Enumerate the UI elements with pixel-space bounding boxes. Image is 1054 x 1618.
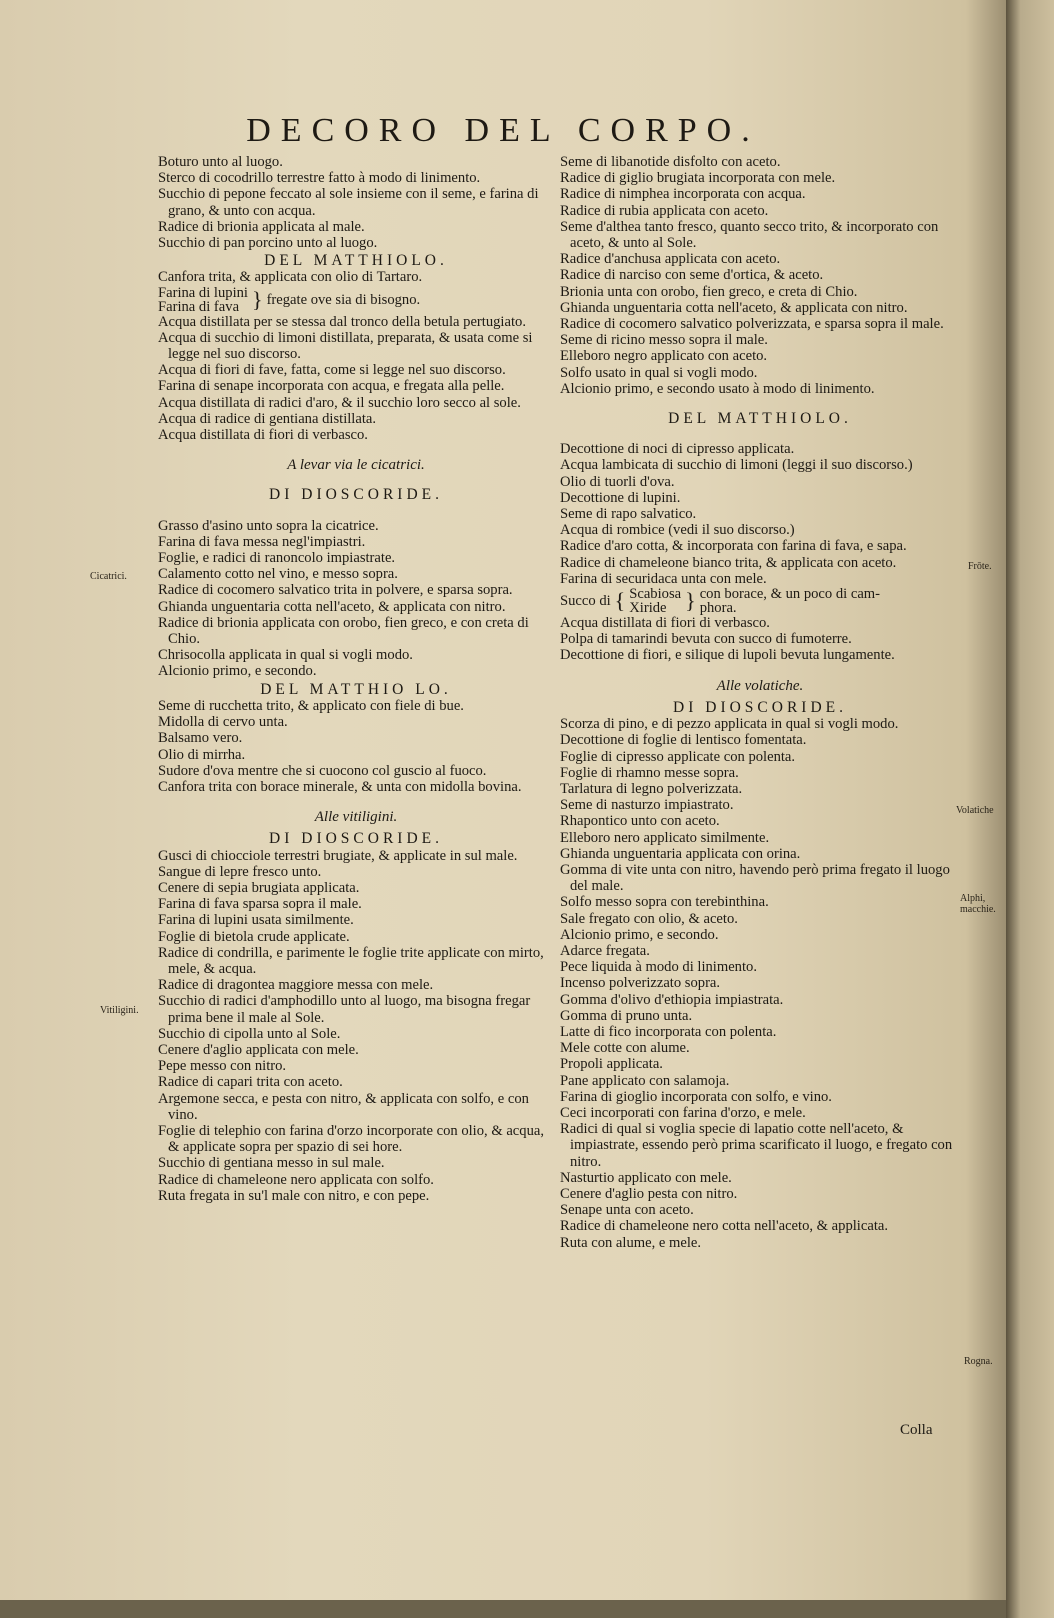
- remedy-entry: Radice di brionia applicata con orobo, fien greco, e con creta di Chio.: [158, 614, 529, 648]
- section-heading: DEL MATTHIOLO.: [668, 410, 852, 428]
- section-subheading: A levar via le cicatrici.: [287, 457, 425, 474]
- brace-icon: {: [614, 588, 626, 614]
- remedy-entry: Farina di fava sparsa sopra il male.: [158, 896, 362, 913]
- brace-icon: }: [685, 588, 696, 614]
- remedy-entry: Radice di dragontea maggiore messa con mele.: [158, 977, 434, 994]
- remedy-entry: Radice di condrilla, e parimente le foglie trite applicate con mirto, mele, & acqua.: [158, 944, 544, 977]
- remedy-entry: Elleboro negro applicato con aceto.: [560, 348, 768, 365]
- remedy-entry: Ghianda unguentaria applicata con orina.: [560, 845, 801, 862]
- remedy-entry: Acqua distillata di radici d'aro, & il succhio loro secco al sole.: [158, 394, 521, 411]
- brace-icon: }: [252, 286, 263, 312]
- remedy-entry: Alcionio primo, e secondo.: [158, 663, 317, 680]
- remedy-entry: Canfora trita, & applicata con olio di Tartaro.: [158, 269, 423, 286]
- brace-tail-line: con borace, & un poco di cam-: [699, 586, 881, 603]
- remedy-entry: Acqua di fiori di fave, fatta, come si legge nel suo discorso.: [158, 362, 506, 379]
- remedy-entry: Sangue di lepre fresco unto.: [158, 863, 322, 880]
- remedy-entry: Cenere d'aglio pesta con nitro.: [560, 1185, 738, 1202]
- remedy-entry: Farina di lupini usata similmente.: [158, 912, 354, 929]
- remedy-entry: Grasso d'asino unto sopra la cicatrice.: [158, 517, 379, 534]
- remedy-entry: Foglie di cipresso applicate con polenta.: [560, 748, 796, 765]
- brace-item: Scabiosa: [629, 586, 682, 603]
- remedy-entry: Cenere di sepia brugiata applicata.: [158, 879, 360, 896]
- next-page-edge: [1006, 0, 1054, 1618]
- remedy-entry: Solfo usato in qual si vogli modo.: [560, 364, 758, 381]
- remedy-entry: Calamento cotto nel vino, e messo sopra.: [158, 566, 398, 583]
- remedy-entry: Pane applicato con salamoja.: [560, 1072, 730, 1089]
- remedy-entry: Decottione di fiori, e silique di lupoli bevuta lungamente.: [560, 647, 895, 664]
- remedy-entry: Acqua lambicata di succhio di limoni (leggi il suo discorso.): [560, 457, 913, 474]
- remedy-entry: Incenso polverizzato sopra.: [560, 975, 721, 992]
- remedy-entry: Alcionio primo, e secondo usato à modo di linimento.: [560, 380, 875, 397]
- section-heading: DEL MATTHIO LO.: [260, 680, 452, 698]
- section-subheading: Alle volatiche.: [716, 677, 804, 694]
- remedy-entry: Gomma di vite unta con nitro, havendo però prima fregato il luogo del male.: [560, 861, 950, 895]
- remedy-entry: Olio di tuorli d'ova.: [560, 473, 675, 490]
- remedy-entry: Adarce fregata.: [560, 942, 650, 959]
- right-column: [560, 154, 960, 1251]
- remedy-entry: Radice di nimphea incorporata con acqua.: [560, 186, 806, 203]
- remedy-entry: Scorza di pino, e di pezzo applicata in qual si vogli modo.: [560, 716, 899, 733]
- section-heading: DI DIOSCORIDE.: [673, 698, 847, 716]
- remedy-entry: Acqua di radice di gentiana distillata.: [158, 410, 377, 427]
- remedy-entry: Acqua distillata per se stessa dal tronco della betula pertugiato.: [158, 313, 526, 330]
- catchword: Colla: [900, 1422, 933, 1438]
- remedy-entry: Acqua distillata di fiori di verbasco.: [560, 615, 770, 632]
- remedy-entry: Gusci di chiocciole terrestri brugiate, & applicate in sul male.: [158, 847, 518, 864]
- remedy-entry: Radice di chameleone nero cotta nell'aceto, & applicata.: [560, 1218, 888, 1235]
- remedy-entry: Seme di libanotide disfolto con aceto.: [560, 154, 781, 170]
- remedy-entry: Boturo unto al luogo.: [158, 154, 283, 170]
- marginal-note-vitiligini: Vitiligini.: [100, 1005, 139, 1016]
- remedy-entry: Acqua di rombice (vedi il suo discorso.): [560, 522, 795, 539]
- marginal-note-rogna: Rogna.: [964, 1356, 993, 1367]
- marginal-note-volatiche: Volatiche: [956, 805, 994, 816]
- brace-group: [560, 587, 960, 615]
- page-title: DECORO DEL CORPO.: [246, 112, 760, 149]
- remedy-entry: Acqua distillata di fiori di verbasco.: [158, 427, 368, 444]
- remedy-entry: Elleboro nero applicato similmente.: [560, 829, 770, 846]
- brace-items: [629, 587, 681, 615]
- remedy-entry: Ruta fregata in su'l male con nitro, e con pepe.: [158, 1187, 430, 1204]
- remedy-entry: Alcionio primo, e secondo.: [560, 926, 719, 943]
- remedy-entry: Ghianda unguentaria cotta nell'aceto, & applicata con nitro.: [560, 299, 908, 316]
- remedy-entry: Solfo messo sopra con terebinthina.: [560, 894, 769, 911]
- remedy-entry: Sterco di cocodrillo terrestre fatto à modo di linimento.: [158, 170, 481, 187]
- remedy-entry: Ceci incorporati con farina d'orzo, e mele.: [560, 1104, 806, 1121]
- remedy-entry: Olio di mirrha.: [158, 746, 246, 763]
- remedy-entry: Foglie di telephio con farina d'orzo incorporate con olio, & acqua, & applicate sopra per spazio di sei hore.: [158, 1122, 544, 1156]
- remedy-entry: Succhio di radici d'amphodillo unto al luogo, ma bisogna fregar prima bene il male al Sole.: [158, 993, 531, 1026]
- remedy-entry: Ruta con alume, e mele.: [560, 1234, 702, 1251]
- remedy-entry: Seme di nasturzo impiastrato.: [560, 797, 734, 814]
- section-subheading: Alle vitiligini.: [314, 809, 398, 826]
- remedy-entry: Rhapontico unto con aceto.: [560, 813, 720, 830]
- remedy-entry: Foglie di bietola crude applicate.: [158, 928, 350, 945]
- remedy-entry: Latte di fico incorporata con polenta.: [560, 1023, 777, 1040]
- remedy-entry: Radici di qual si voglia specie di lapatio cotte nell'aceto, & impiastrate, essendo però prima scarificato il luogo, e fregato con nitro.: [560, 1121, 953, 1170]
- marginal-note-cicatrici: Cicatrici.: [90, 571, 127, 582]
- section-heading: DI DIOSCORIDE.: [269, 486, 443, 504]
- remedy-entry: Farina di fava messa negl'impiastri.: [158, 533, 366, 550]
- remedy-entry: Pepe messo con nitro.: [158, 1058, 287, 1075]
- remedy-entry: Radice di cocomero salvatico trita in polvere, e sparsa sopra.: [158, 582, 513, 599]
- remedy-entry: Radice d'anchusa applicata con aceto.: [560, 251, 781, 268]
- remedy-entry: Radice di giglio brugiata incorporata con mele.: [560, 170, 836, 187]
- remedy-entry: Radice di chameleone bianco trita, & applicata con aceto.: [560, 554, 897, 571]
- remedy-entry: Polpa di tamarindi bevuta con succo di fumoterre.: [560, 631, 852, 648]
- section-heading: DEL MATTHIOLO.: [264, 252, 448, 270]
- section-heading: DI DIOSCORIDE.: [269, 830, 443, 848]
- left-column: [158, 154, 554, 1204]
- remedy-entry: Foglie di rhamno messe sopra.: [560, 764, 739, 781]
- brace-tail-line: phora.: [699, 600, 737, 617]
- remedy-entry: Cenere d'aglio applicata con mele.: [158, 1041, 359, 1058]
- remedy-entry: Balsamo vero.: [158, 730, 243, 747]
- remedy-entry: Succhio di cipolla unto al Sole.: [158, 1025, 341, 1042]
- remedy-entry: Radice d'aro cotta, & incorporata con farina di fava, e sapa.: [560, 538, 907, 555]
- brace-items: [158, 286, 248, 314]
- remedy-entry: Sale fregato con olio, & aceto.: [560, 910, 738, 927]
- remedy-entry: Succhio di pepone feccato al sole insieme con il seme, e farina di grano, & unto con acqua.: [158, 186, 539, 219]
- remedy-entry: Farina di securidaca unta con mele.: [560, 570, 767, 587]
- remedy-entry: Gomma di pruno unta.: [560, 1007, 693, 1024]
- brace-group: [158, 286, 554, 314]
- remedy-entry: Farina di senape incorporata con acqua, e fregata alla pelle.: [158, 378, 505, 395]
- marginal-note-alphi: Alphi, macchie.: [960, 893, 996, 915]
- remedy-entry: Succhio di pan porcino unto al luogo.: [158, 235, 378, 252]
- remedy-entry: Brionia unta con orobo, fien greco, e creta di Chio.: [560, 283, 858, 300]
- brace-item: Xiride: [629, 600, 667, 617]
- remedy-entry: Radice di cocomero salvatico polverizzata, e sparsa sopra il male.: [560, 316, 944, 333]
- remedy-entry: Argemone secca, e pesta con nitro, & applicata con solfo, e con vino.: [158, 1090, 529, 1123]
- brace-tail: [700, 587, 880, 615]
- remedy-entry: Sudore d'ova mentre che si cuocono col guscio al fuoco.: [158, 762, 487, 779]
- brace-text: fregate ove sia di bisogno.: [266, 291, 421, 308]
- remedy-entry: Propoli applicata.: [560, 1056, 663, 1073]
- remedy-entry: Tarlatura di legno polverizzata.: [560, 780, 743, 797]
- remedy-entry: Decottione di lupini.: [560, 489, 681, 506]
- remedy-entry: Ghianda unguentaria cotta nell'aceto, & applicata con nitro.: [158, 598, 506, 615]
- remedy-entry: Acqua di succhio di limoni distillata, preparata, & usata come si legge nel suo discorso.: [158, 329, 533, 363]
- brace-item: Farina di lupini: [158, 284, 248, 301]
- remedy-entry: Seme di rucchetta trito, & applicato con fiele di bue.: [158, 697, 464, 714]
- marginal-note-fronte: Frōte.: [968, 561, 992, 572]
- remedy-entry: Seme d'althea tanto fresco, quanto secco trito, & incorporato con aceto, & unto al Sole.: [560, 218, 939, 252]
- page-bottom-edge: [0, 1600, 1006, 1618]
- remedy-entry: Farina di gioglio incorporata con solfo, e vino.: [560, 1088, 832, 1105]
- remedy-entry: Radice di capari trita con aceto.: [158, 1074, 343, 1091]
- remedy-entry: Midolla di cervo unta.: [158, 714, 288, 731]
- remedy-entry: Senape unta con aceto.: [560, 1202, 694, 1219]
- remedy-entry: Seme di rapo salvatico.: [560, 506, 697, 523]
- remedy-entry: Nasturtio applicato con mele.: [560, 1169, 732, 1186]
- brace-item: Farina di fava: [158, 298, 240, 315]
- remedy-entry: Foglie, e radici di ranoncolo impiastrate.: [158, 550, 396, 567]
- remedy-entry: Decottione di foglie di lentisco fomentata.: [560, 732, 807, 749]
- remedy-entry: Pece liquida à modo di linimento.: [560, 959, 757, 976]
- remedy-entry: Gomma d'olivo d'ethiopia impiastrata.: [560, 991, 784, 1008]
- remedy-entry: Radice di narciso con seme d'ortica, & aceto.: [560, 267, 824, 284]
- remedy-entry: Radice di rubia applicata con aceto.: [560, 202, 769, 219]
- remedy-entry: Radice di chameleone nero applicata con solfo.: [158, 1171, 434, 1188]
- remedy-entry: Radice di brionia applicata al male.: [158, 218, 365, 235]
- remedy-entry: Mele cotte con alume.: [560, 1040, 690, 1057]
- remedy-entry: Canfora trita con borace minerale, & unta con midolla bovina.: [158, 778, 522, 795]
- remedy-entry: Decottione di noci di cipresso applicata.: [560, 441, 795, 458]
- brace-lead: Succo di: [560, 592, 611, 609]
- remedy-entry: Chrisocolla applicata in qual si vogli modo.: [158, 647, 413, 664]
- remedy-entry: Seme di ricino messo sopra il male.: [560, 332, 768, 349]
- remedy-entry: Succhio di gentiana messo in sul male.: [158, 1155, 385, 1172]
